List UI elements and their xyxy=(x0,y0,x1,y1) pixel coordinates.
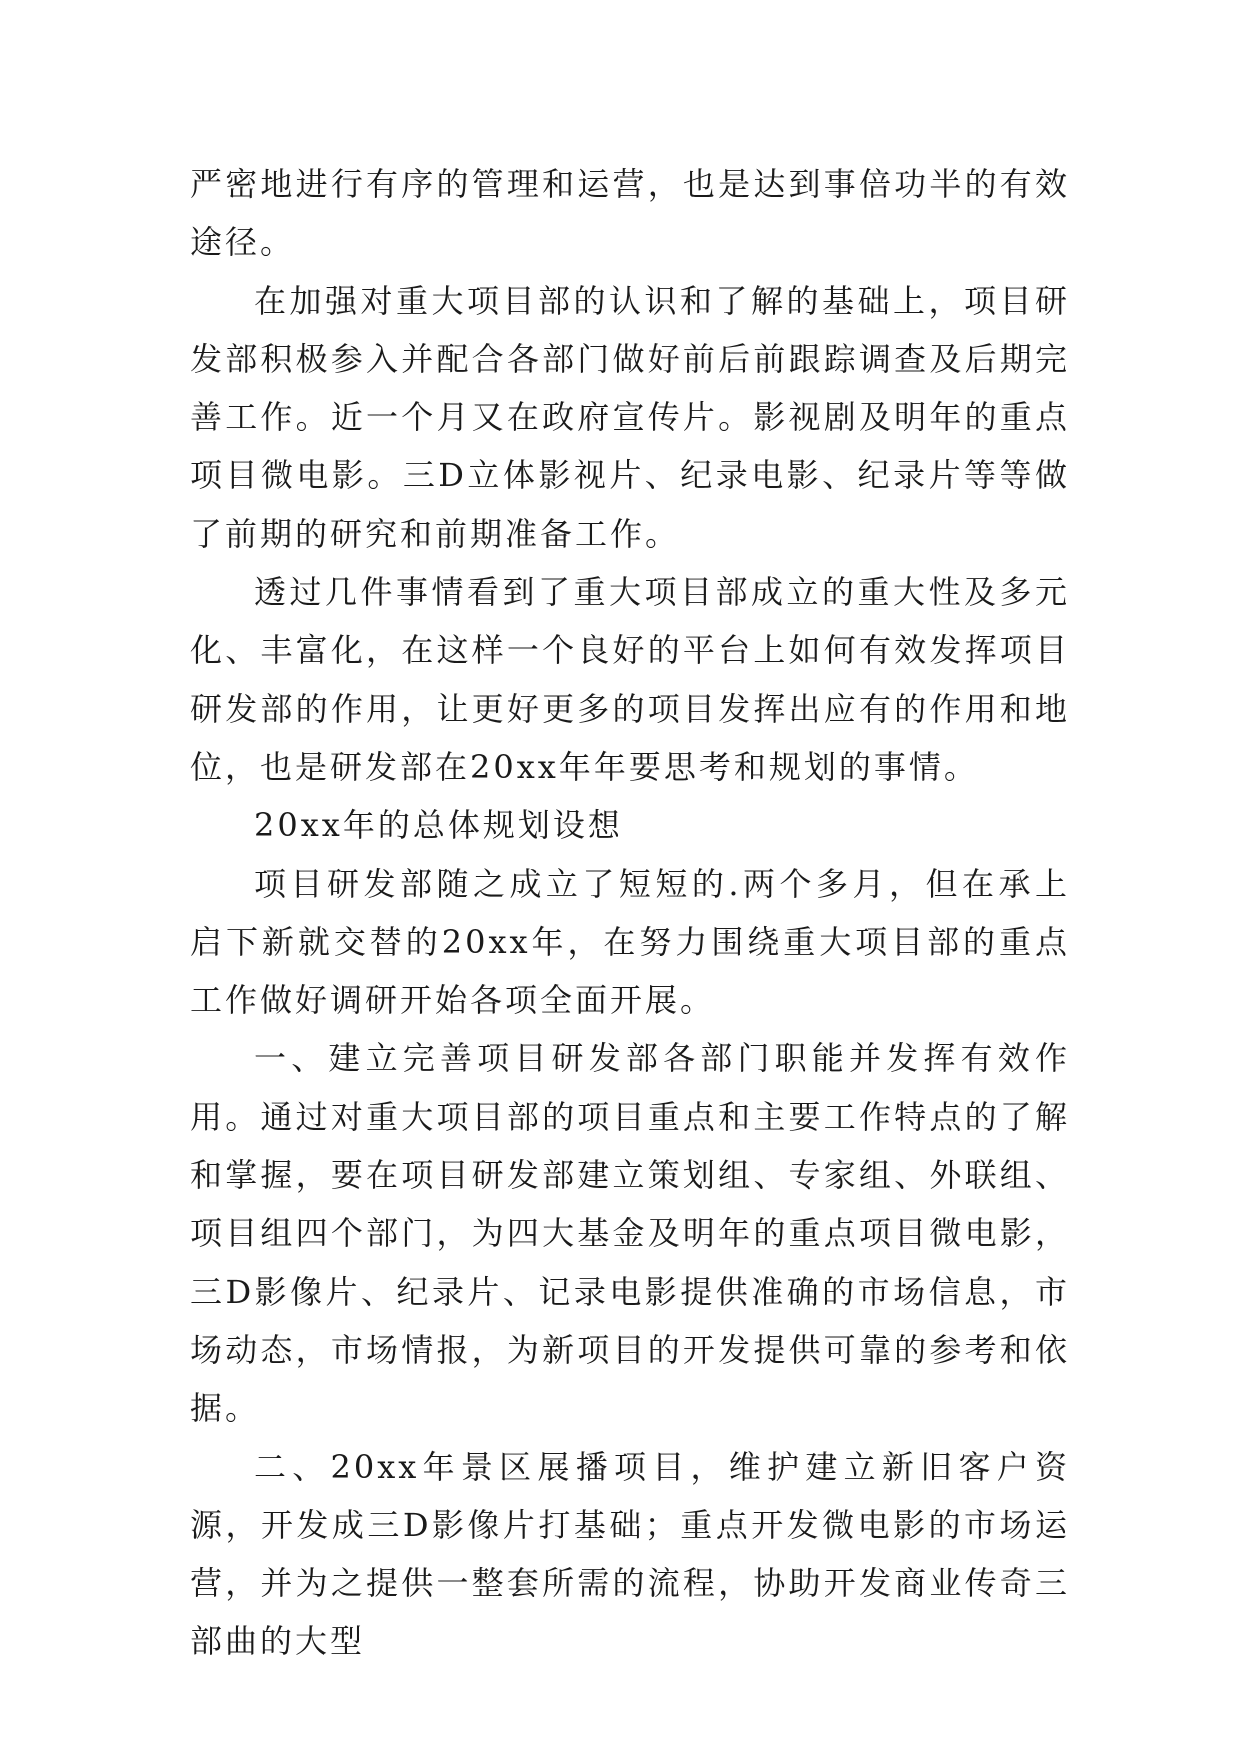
paragraph: 项目研发部随之成立了短短的.两个多月，但在承上启下新就交替的20xx年，在努力围绕重大项目部的重点工作做好调研开始各项全面开展。 xyxy=(190,864,1070,1020)
paragraph: 一、建立完善项目研发部各部门职能并发挥有效作用。通过对重大项目部的项目重点和主要工作特点的了解和掌握，要在项目研发部建立策划组、专家组、外联组、项目组四个部门，为四大基金及明年的重点项目微电影，三D影像片、纪录片、记录电影提供准确的市场信息，市场动态，市场情报，为新项目的开发提供可靠的参考和依据。 xyxy=(190,1039,1070,1428)
document-body xyxy=(190,155,1070,1671)
paragraph: 透过几件事情看到了重大项目部成立的重大性及多元化、丰富化，在这样一个良好的平台上如何有效发挥项目研发部的作用，让更好更多的项目发挥出应有的作用和地位，也是研发部在20xx年年要思考和规划的事情。 xyxy=(190,573,1070,786)
paragraph: 在加强对重大项目部的认识和了解的基础上，项目研发部积极参入并配合各部门做好前后前跟踪调查及后期完善工作。近一个月又在政府宣传片。影视剧及明年的重点项目微电影。三D立体影视片、纪录电影、纪录片等等做了前期的研究和前期准备工作。 xyxy=(190,281,1070,553)
section-heading: 20xx年的总体规划设想 xyxy=(254,806,623,845)
paragraph: 二、20xx年景区展播项目，维护建立新旧客户资源，开发成三D影像片打基础；重点开发微电影的市场运营，并为之提供一整套所需的流程，协助开发商业传奇三部曲的大型 xyxy=(190,1447,1070,1661)
paragraph: 严密地进行有序的管理和运营，也是达到事倍功半的有效途径。 xyxy=(190,165,1070,262)
